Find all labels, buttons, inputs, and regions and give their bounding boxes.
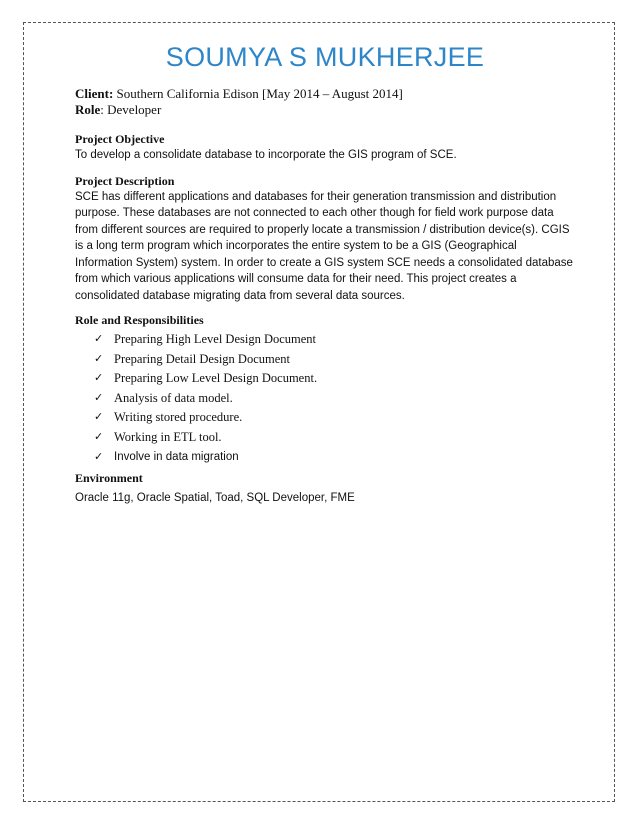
description-heading: Project Description bbox=[75, 173, 175, 188]
description-block bbox=[75, 173, 575, 305]
resume-section bbox=[75, 40, 575, 507]
list-item: ✓ Preparing High Level Design Document bbox=[94, 330, 575, 350]
list-item: ✓ Analysis of data model. bbox=[94, 389, 575, 409]
responsibilities-block bbox=[75, 312, 575, 467]
client-block bbox=[75, 86, 575, 118]
list-item: ✓ Preparing Detail Design Document bbox=[94, 350, 575, 370]
list-item: ✓ Working in ETL tool. bbox=[94, 428, 575, 448]
check-icon: ✓ bbox=[94, 450, 104, 463]
objective-block bbox=[75, 131, 575, 164]
list-item: ✓ Writing stored procedure. bbox=[94, 408, 575, 428]
check-icon: ✓ bbox=[94, 333, 104, 345]
list-item: ✓ Involve in data migration bbox=[94, 448, 575, 468]
description-text: SCE has different applications and databases for their generation transmission and distribution purpose. These databases are not connected to each other though for field work purpose data from different sources are required to properly locate a transmission / distribution device(s). CGIS is a long term program which incorporates the entire system to be a GIS (Geographical Information System) system. In order to create a GIS system SCE needs a consolidated database from which various applications will consume data for their need. This project creates a consolidated database migrating data from several data sources. bbox=[75, 190, 573, 302]
environment-heading: Environment bbox=[75, 471, 143, 486]
environment-text: Oracle 11g, Oracle Spatial, Toad, SQL Developer, FME bbox=[75, 492, 355, 505]
objective-text: To develop a consolidate database to incorporate the GIS program of SCE. bbox=[75, 149, 457, 161]
environment-block bbox=[75, 470, 575, 507]
check-icon: ✓ bbox=[94, 391, 104, 404]
check-icon: ✓ bbox=[94, 372, 104, 385]
responsibilities-heading: Role and Responsibilities bbox=[75, 313, 204, 327]
client-label: Client: bbox=[75, 86, 114, 101]
client-value: Southern California Edison [May 2014 – August 2014] bbox=[116, 86, 403, 101]
page-title: SOUMYA S MUKHERJEE bbox=[165, 42, 485, 72]
role-value: : Developer bbox=[100, 102, 162, 117]
check-icon: ✓ bbox=[94, 352, 104, 365]
objective-heading: Project Objective bbox=[75, 132, 165, 146]
check-icon: ✓ bbox=[94, 430, 104, 443]
role-label: Role bbox=[75, 102, 101, 117]
responsibilities-list bbox=[75, 330, 575, 467]
list-item: ✓ Preparing Low Level Design Document. bbox=[94, 369, 575, 389]
check-icon: ✓ bbox=[94, 411, 104, 424]
